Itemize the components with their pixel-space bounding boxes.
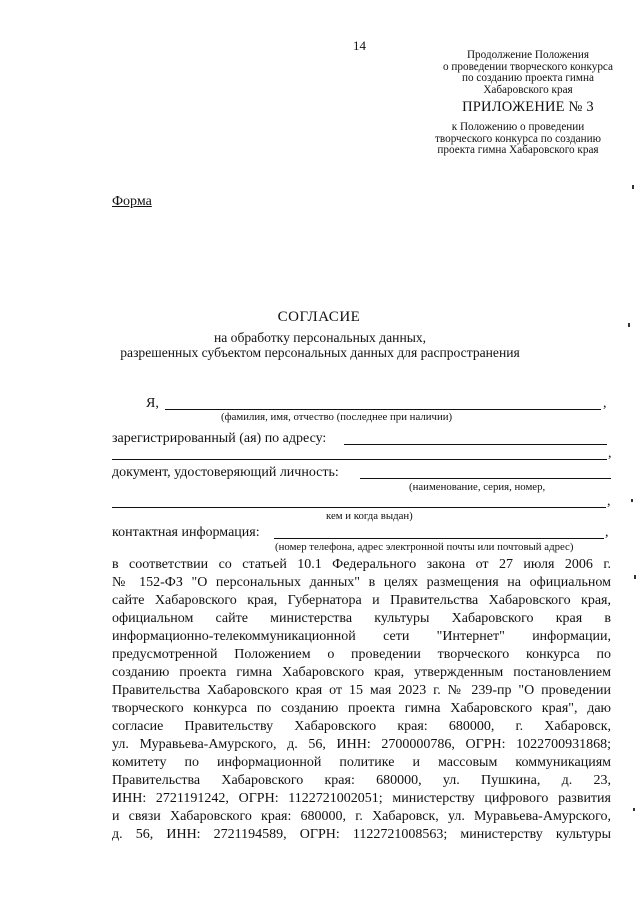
document-field-line[interactable] [360,478,611,479]
body-line: Правительства Хабаровского края: 680000, ул. Пушкина, д. 23, [112,773,611,788]
appendix-ref-line: творческого конкурса по созданию [435,132,601,145]
form-label: Форма [112,194,152,209]
body-line: в соответствии со статьей 10.1 Федерального закона от 27 июля 2006 г. [112,557,611,572]
issued-hint: кем и когда выдан) [326,510,413,522]
body-line: информационно-телекоммуникационной сети "Интернет" информации, [112,629,611,644]
scan-speck [632,185,634,189]
address-label: зарегистрированный (ая) по адресу: [112,431,327,446]
body-line: ул. Муравьева-Амурского, д. 56, ИНН: 2700000786, ОГРН: 1022700931868; [112,737,611,752]
document-field-line-2[interactable] [112,507,606,508]
body-line: официальном сайте министерства культуры Хабаровского края в [112,611,611,626]
document-subtitle: на обработку персональных данных, [213,330,427,345]
scan-speck [628,323,630,327]
scan-speck [633,808,635,811]
scan-speck [631,499,633,502]
appendix-reference [388,122,638,157]
document-field-hint: (наименование, серия, номер, [409,481,546,493]
address-field-line-2[interactable] [112,459,607,460]
appendix-title: ПРИЛОЖЕНИЕ № 3 [462,99,594,115]
document-field-comma: , [607,494,611,509]
name-field-line[interactable] [165,409,601,410]
continuation-line: по созданию проекта гимна [462,72,594,84]
body-line: творческого конкурса по созданию проекта гимна Хабаровского края", даю [112,701,611,716]
continuation-line: Продолжение Положения [466,49,590,61]
body-line: комитету по информационной политике и массовым коммуникациям [112,755,611,770]
name-field-hint: (фамилия, имя, отчество (последнее при наличии) [221,411,453,423]
body-line: созданию проекта гимна Хабаровского края, утвержденным постановлением [112,665,611,680]
body-line: сайте Хабаровского края, Губернатора и Правительства Хабаровского края, [112,593,611,608]
body-line: согласие Правительству Хабаровского края: 680000, г. Хабаровск, [112,719,611,734]
body-line: д. 56, ИНН: 2721194589, ОГРН: 1122721008563; министерству культуры [112,827,611,842]
address-field-line[interactable] [344,444,607,445]
i-label: Я, [146,396,159,411]
document-title: СОГЛАСИЕ [277,309,361,325]
appendix-ref-line: проекта гимна Хабаровского края [437,144,599,156]
contact-field-comma: , [605,525,609,540]
continuation-note [398,50,638,96]
body-line: ИНН: 2721191242, ОГРН: 1122721002051; министерству цифрового развития [112,791,611,806]
continuation-line: о проведении творческого конкурса [443,60,613,73]
address-field-comma: , [608,446,612,461]
body-line: предусмотренной Положением о проведении творческого конкурса по [112,647,611,662]
name-field-comma: , [603,396,607,411]
document-label: документ, удостоверяющий личность: [112,465,339,480]
document-subtitle: разрешенных субъектом персональных данных для распространения [120,345,520,360]
scan-speck [634,575,636,579]
body-line: Правительства Хабаровского края от 15 мая 2023 г. № 239-пр "О проведении [112,683,611,698]
continuation-line: Хабаровского края [483,83,573,96]
body-line: и связи Хабаровского края: 680000, г. Хабаровск, ул. Муравьева-Амурского, [112,809,611,824]
contact-label: контактная информация: [112,525,260,540]
body-line: № 152-ФЗ "О персональных данных" в целях размещения на официальном [112,575,611,590]
contact-field-line[interactable] [274,538,604,539]
page-number: 14 [353,38,366,53]
contact-field-hint: (номер телефона, адрес электронной почты или почтовый адрес) [275,541,574,553]
appendix-ref-line: к Положению о проведении [451,121,585,133]
